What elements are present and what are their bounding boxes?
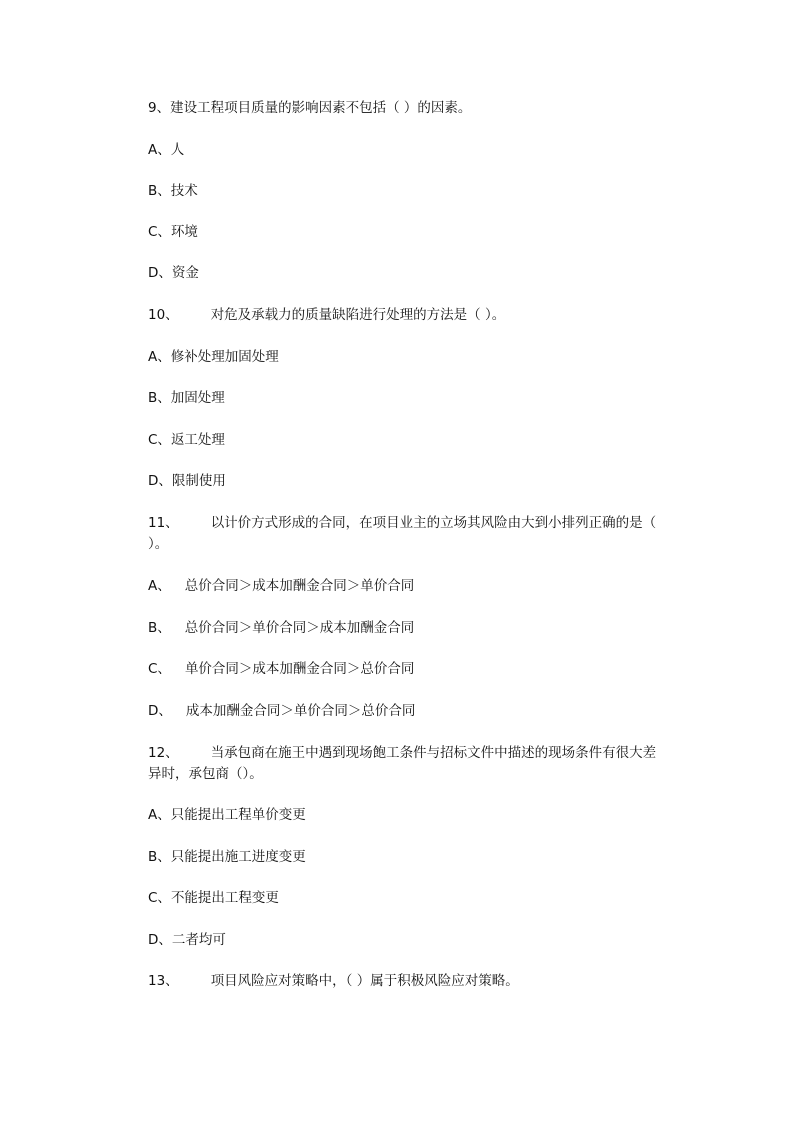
- option-text: 环境: [170, 224, 198, 240]
- option-a: [148, 347, 279, 367]
- option-b: [148, 847, 306, 867]
- question-text: 项目风险应对策略中，（ ）属于积极风险应对策略。: [210, 973, 519, 989]
- option-label: B、: [148, 183, 171, 199]
- option-c: [148, 430, 225, 450]
- option-text: 技术: [170, 183, 198, 199]
- option-a: [148, 805, 306, 825]
- option-b: [148, 388, 225, 408]
- question-11: [148, 513, 656, 533]
- option-b: [148, 618, 414, 638]
- question-text: 当承包商在施王中遇到现场飽工条件与招标文件中描述的现场条件有很大差: [210, 745, 657, 761]
- question-text: 建设工程项目质量的影响因素不包括（ ）的因素。: [170, 100, 472, 116]
- option-label: C、: [148, 890, 171, 906]
- option-d: [148, 930, 226, 950]
- option-label: A、: [148, 142, 171, 158]
- option-text: 修补处理加固处理: [170, 349, 279, 365]
- option-text: 总价合同＞单价合同＞成本加酬金合同: [184, 620, 415, 636]
- option-text: 不能提出工程变更: [170, 890, 279, 906]
- option-d: [148, 701, 415, 721]
- option-label: A、: [148, 349, 171, 365]
- option-d: [148, 471, 226, 491]
- option-label: B、: [148, 620, 171, 636]
- option-c: [148, 888, 279, 908]
- option-label: B、: [148, 849, 171, 865]
- option-text: 资金: [171, 265, 199, 281]
- option-label: D、: [148, 473, 172, 489]
- question-number: 11、: [148, 515, 179, 531]
- option-label: A、: [148, 807, 171, 823]
- question-number: 12、: [148, 745, 179, 761]
- question-12: [148, 743, 656, 763]
- question-13: [148, 971, 519, 991]
- question-9: [148, 98, 471, 118]
- question-number: 10、: [148, 307, 179, 323]
- option-c: [148, 659, 414, 679]
- option-text: 人: [170, 142, 185, 158]
- option-label: D、: [148, 703, 172, 719]
- option-b: [148, 181, 198, 201]
- question-text-continuation: 异时，承包商（）。: [148, 766, 263, 782]
- question-number: 9、: [148, 100, 171, 116]
- question-text-continuation: ）。: [148, 536, 169, 552]
- option-text: 加固处理: [170, 390, 225, 406]
- option-label: C、: [148, 661, 171, 677]
- question-number: 13、: [148, 973, 179, 989]
- question-11-continuation: [148, 534, 168, 554]
- option-label: C、: [148, 432, 171, 448]
- question-10: [148, 305, 505, 325]
- question-12-continuation: [148, 764, 263, 784]
- option-label: A、: [148, 578, 171, 594]
- option-text: 只能提出施工进度变更: [170, 849, 306, 865]
- option-label: B、: [148, 390, 171, 406]
- option-text: 成本加酬金合同＞单价合同＞总价合同: [185, 703, 416, 719]
- option-d: [148, 263, 199, 283]
- option-text: 返工处理: [170, 432, 225, 448]
- question-text: 对危及承载力的质量缺陷进行处理的方法是（ ）。: [210, 307, 506, 323]
- option-label: C、: [148, 224, 171, 240]
- option-a: [148, 576, 414, 596]
- option-label: D、: [148, 265, 172, 281]
- option-text: 限制使用: [171, 473, 226, 489]
- option-c: [148, 222, 198, 242]
- question-text: 以计价方式形成的合同，在项目业主的立场其风险由大到小排列正确的是（: [210, 515, 657, 531]
- option-a: [148, 140, 184, 160]
- option-text: 单价合同＞成本加酬金合同＞总价合同: [184, 661, 415, 677]
- option-text: 只能提出工程单价变更: [170, 807, 306, 823]
- option-text: 二者均可: [171, 932, 226, 948]
- option-label: D、: [148, 932, 172, 948]
- option-text: 总价合同＞成本加酬金合同＞单价合同: [184, 578, 415, 594]
